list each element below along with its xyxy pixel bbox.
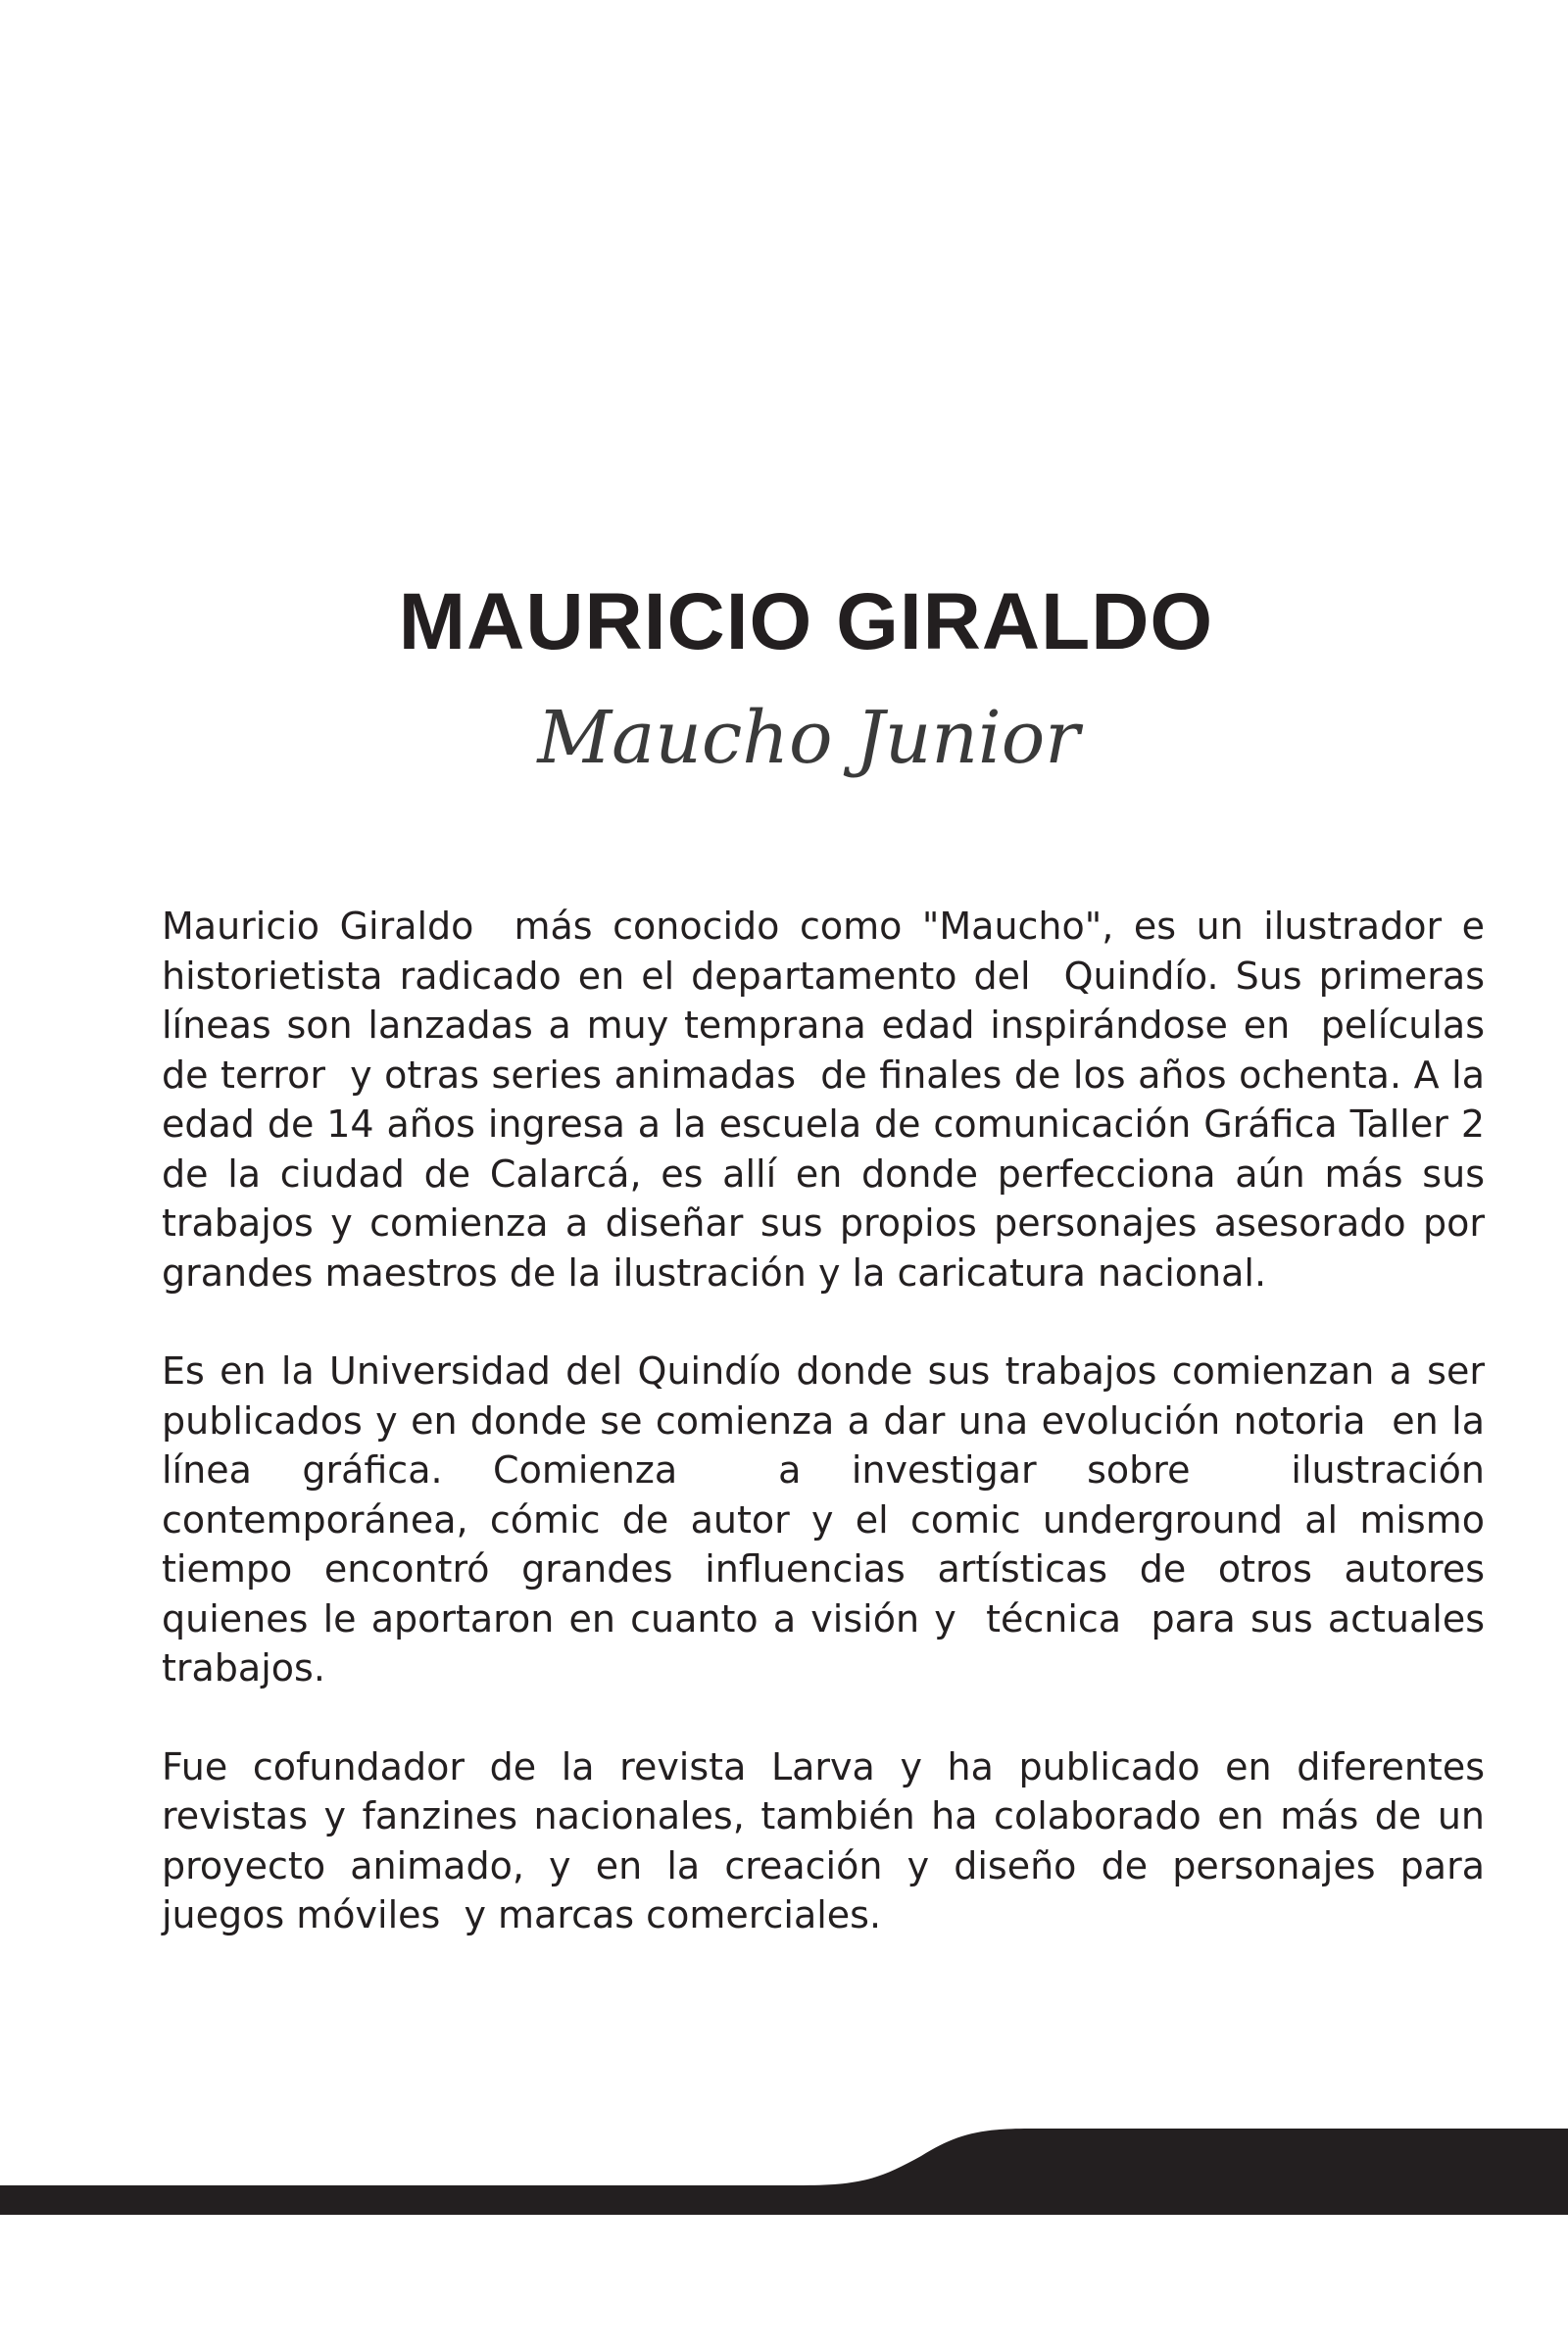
page-subtitle: Maucho Junior [537, 696, 1080, 780]
footer-band-shape [0, 2117, 1568, 2215]
biography-paragraph: Mauricio Giraldo más conocido como "Maucho", es un ilustrador e historietista radicado en el departamento del Quindío. Sus primeras líneas son lanzadas a muy temprana edad inspirándose en películas de terror y otras series animadas de finales de los años ochenta. A la edad de 14 años ingresa a la escuela de comunicación Gráfica Taller 2 de la ciudad de Calarcá, es allí en donde perfecciona aún más sus trabajos y comienza a diseñar sus propios personajes asesorado por grandes maestros de la ilustración y la caricatura nacional. [162, 905, 1497, 1295]
biography-paragraph: Fue cofundador de la revista Larva y ha publicado en diferentes revistas y fanzines nacionales, también ha colaborado en más de un proyecto animado, y en la creación y diseño de personajes para juegos móviles y marcas comerciales. [162, 1744, 1497, 1936]
biography-text [162, 902, 1497, 1989]
footer-decorative-band [0, 2117, 1568, 2215]
biography-paragraph: Es en la Universidad del Quindío donde sus trabajos comienzan a ser publicados y en donde se comienza a dar una evolución notoria en la línea gráfica. Comienza a investigar sobre ilustración contemporánea, cómic de autor y el comic underground al mismo tiempo encontró grandes influencias artísticas de otros autores quienes le aportaron en cuanto a visión y técnica para sus actuales trabajos. [162, 1349, 1497, 1690]
page-title: MAURICIO GIRALDO [398, 577, 1214, 666]
